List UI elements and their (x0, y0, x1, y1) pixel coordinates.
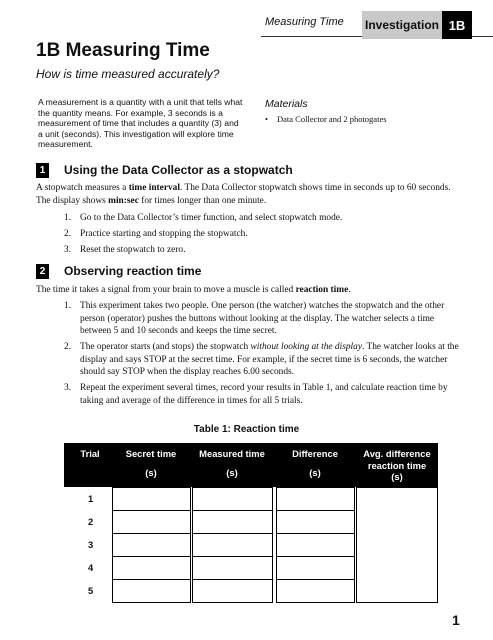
measured-time-cell[interactable] (192, 533, 273, 557)
trial-label: 3 (88, 539, 94, 550)
avg-difference-cell[interactable] (356, 487, 438, 603)
section-1-title: Using the Data Collector as a stopwatch (64, 163, 293, 177)
table-header-difference: Difference (s) (292, 448, 338, 478)
list-item: 3. Repeat the experiment several times, record your results in Table 1, and calculate reaction time by taking and average of the difference in times for all 5 trials. (64, 383, 448, 406)
trial-label: 1 (88, 493, 94, 504)
difference-cell[interactable] (276, 579, 355, 603)
difference-cell[interactable] (276, 533, 355, 557)
investigation-code: 1B (442, 11, 472, 39)
list-item: 2. The operator starts (and stops) the stopwatch without looking at the display. The watcher looks at the display and says STOP at the secret time. For example, if the secret time is 6 seconds, the watcher should say STOP when the display reaches 6.00 seconds. (64, 342, 459, 378)
trial-label: 4 (88, 562, 94, 573)
trial-label: 2 (88, 516, 94, 527)
page-subtitle: How is time measured accurately? (36, 67, 220, 81)
page-title: 1B Measuring Time (36, 40, 210, 61)
materials-heading: Materials (265, 98, 308, 110)
table-title: Table 1: Reaction time (193, 424, 300, 435)
secret-time-cell[interactable] (112, 487, 191, 511)
term-reaction-time: reaction time (295, 285, 349, 295)
section-1-paragraph: A stopwatch measures a time interval. The Data Collector stopwatch shows time in seconds up to 60 seconds. The display shows min:sec for times longer than one minute. (36, 183, 451, 206)
running-header-topic: Measuring Time (265, 16, 344, 28)
term-min-sec: min:sec (108, 195, 139, 206)
table-header-avg-difference: Avg. difference reaction time (s) (363, 448, 431, 482)
difference-cell[interactable] (276, 487, 355, 511)
table-header-measured-time: Measured time (s) (199, 448, 265, 478)
section-2-steps (64, 300, 466, 411)
secret-time-cell[interactable] (112, 533, 191, 557)
section-1-steps (64, 212, 466, 260)
list-item: 2. Practice starting and stopping the stopwatch. (64, 228, 248, 239)
list-item: 3. Reset the stopwatch to zero. (64, 244, 186, 255)
secret-time-cell[interactable] (112, 579, 191, 603)
list-item: 1. Go to the Data Collector’s timer function, and select stopwatch mode. (64, 213, 343, 223)
materials-item: • Data Collector and 2 photogates (265, 114, 387, 124)
section-number-2: 2 (36, 264, 49, 279)
trial-label: 5 (88, 585, 94, 596)
measured-time-cell[interactable] (192, 510, 273, 534)
page-number: 1 (452, 612, 460, 628)
investigation-tab: Investigation (362, 11, 442, 39)
table-header-trial: Trial (80, 448, 100, 459)
difference-cell[interactable] (276, 510, 355, 534)
measured-time-cell[interactable] (192, 579, 273, 603)
intro-paragraph: A measurement is a quantity with a unit that tells what the quantity means. For example, 3 seconds is a measurement of time that includes a quantity (3) and a unit (seconds). This investigation will explore time measurement. (38, 97, 243, 149)
difference-cell[interactable] (276, 556, 355, 580)
measured-time-cell[interactable] (192, 556, 273, 580)
secret-time-cell[interactable] (112, 510, 191, 534)
materials-item-label: Data Collector and 2 photogates (277, 114, 387, 124)
secret-time-cell[interactable] (112, 556, 191, 580)
section-number-1: 1 (36, 163, 49, 178)
section-2-paragraph: The time it takes a signal from your brain to move a muscle is called reaction time. (36, 285, 351, 295)
term-time-interval: time interval (128, 183, 180, 193)
list-item: 1. This experiment takes two people. One person (the watcher) watches the stopwatch and the other person (operator) pushes the buttons without looking at the display. The watcher selects a time between 5 and 10 seconds and keeps the time secret. (64, 301, 445, 337)
section-2-title: Observing reaction time (64, 264, 202, 278)
table-header-secret-time: Secret time (s) (125, 448, 177, 478)
measured-time-cell[interactable] (192, 487, 273, 511)
